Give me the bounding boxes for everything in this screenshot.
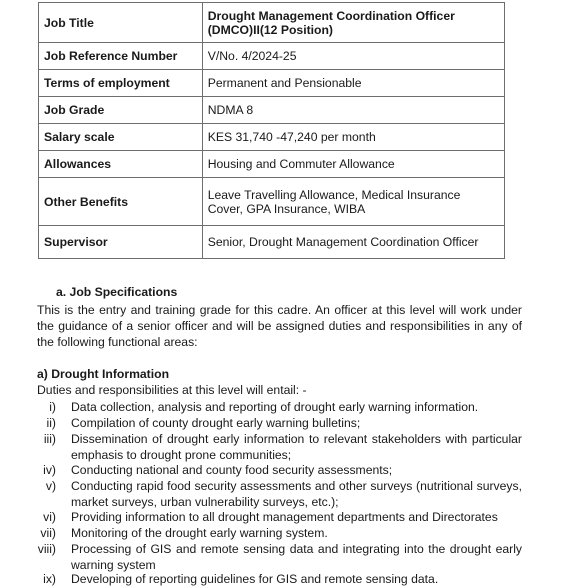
item-text: Data collection, analysis and reporting of drought early warning information. bbox=[71, 400, 479, 414]
table-row bbox=[39, 97, 505, 124]
row-label: Terms of employment bbox=[39, 70, 203, 97]
item-number: iii) bbox=[43, 432, 56, 446]
item-number: viii) bbox=[37, 542, 56, 556]
table-row bbox=[39, 124, 505, 151]
item-number: v) bbox=[45, 479, 56, 493]
row-value: NDMA 8 bbox=[202, 97, 504, 124]
row-value: KES 31,740 -47,240 per month bbox=[202, 124, 504, 151]
item-text: Processing of GIS and remote sensing data and integrating into the drought early warning system bbox=[71, 542, 522, 572]
item-number: vii) bbox=[40, 526, 56, 540]
item-text: Conducting national and county food security assessments; bbox=[71, 463, 393, 477]
item-text: Conducting rapid food security assessments and other surveys (nutritional surveys, market surveys, urban vulnerability surveys, etc.); bbox=[71, 479, 522, 509]
job-details-table bbox=[38, 2, 505, 259]
table-row bbox=[39, 226, 505, 259]
row-label: Job Grade bbox=[39, 97, 203, 124]
table-row bbox=[39, 178, 505, 226]
duties-subheading: Duties and responsibilities at this level will entail: - bbox=[37, 383, 307, 397]
table-row bbox=[39, 151, 505, 178]
item-text: Compilation of county drought early warning bulletins; bbox=[71, 416, 361, 430]
row-label: Job Reference Number bbox=[39, 43, 203, 70]
row-value: Permanent and Pensionable bbox=[202, 70, 504, 97]
row-value: Housing and Commuter Allowance bbox=[202, 151, 504, 178]
item-number: vi) bbox=[43, 510, 56, 524]
row-label: Other Benefits bbox=[39, 178, 203, 226]
job-specifications-intro: This is the entry and training grade for this cadre. An officer at this level will work under the guidance of a senior officer and will be assigned duties and responsibilities in any of the following functional areas: bbox=[37, 303, 522, 349]
row-label: Job Title bbox=[39, 3, 203, 43]
item-text: Dissemination of drought early information to relevant stakeholders with particular emphasis to drought prone communities; bbox=[71, 432, 522, 462]
table-row bbox=[39, 70, 505, 97]
row-value: Senior, Drought Management Coordination Officer bbox=[202, 226, 504, 259]
item-text: Providing information to all drought management departments and Directorates bbox=[71, 510, 498, 524]
job-specifications-heading: a. Job Specifications bbox=[56, 285, 178, 299]
drought-information-heading: a) Drought Information bbox=[37, 367, 170, 381]
row-value: Leave Travelling Allowance, Medical Insurance Cover, GPA Insurance, WIBA bbox=[202, 178, 504, 226]
row-value: Drought Management Coordination Officer (DMCO)II(12 Position) bbox=[202, 3, 504, 43]
item-text: Monitoring of the drought early warning system. bbox=[71, 526, 328, 540]
row-label: Supervisor bbox=[39, 226, 203, 259]
row-value: V/No. 4/2024-25 bbox=[202, 43, 504, 70]
row-label: Salary scale bbox=[39, 124, 203, 151]
item-number: i) bbox=[49, 400, 56, 414]
item-number: iv) bbox=[43, 463, 56, 477]
table-row bbox=[39, 3, 505, 43]
item-text: Developing of reporting guidelines for GIS and remote sensing data. bbox=[71, 572, 439, 586]
row-label: Allowances bbox=[39, 151, 203, 178]
table-row bbox=[39, 43, 505, 70]
item-number: ii) bbox=[46, 416, 56, 430]
item-number: ix) bbox=[43, 572, 56, 586]
